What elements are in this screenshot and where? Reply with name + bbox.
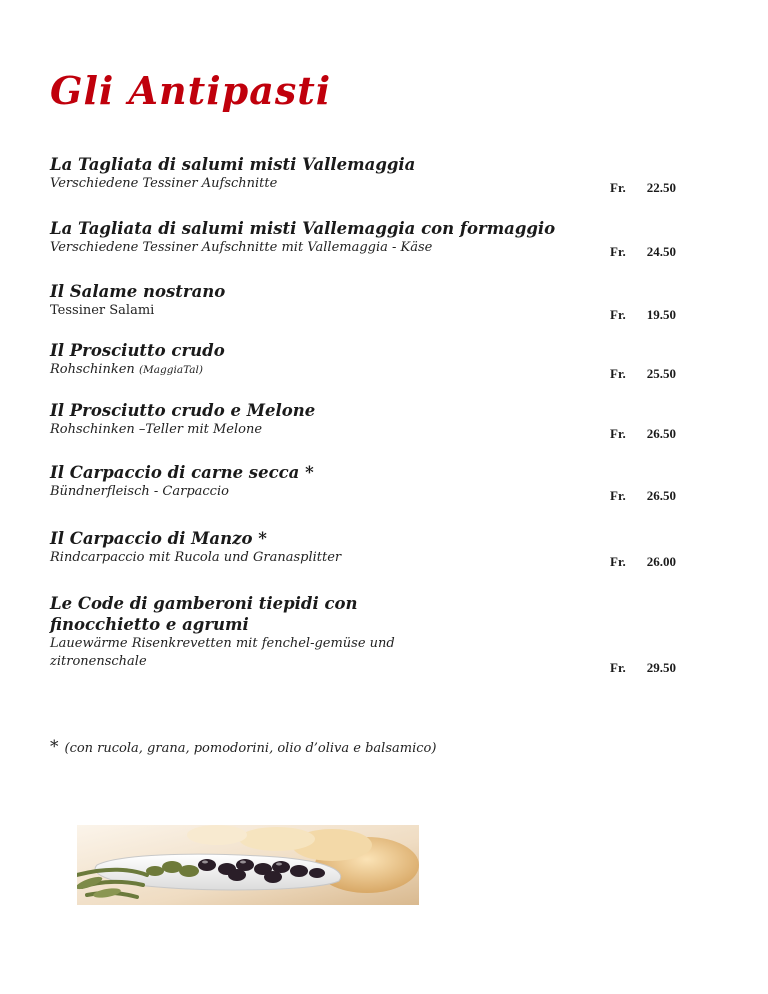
footnote-marker: *: [50, 737, 59, 757]
item-currency: Fr.: [610, 307, 626, 322]
item-price: 26.00: [646, 554, 676, 569]
item-currency: Fr.: [610, 426, 626, 441]
item-name: La Tagliata di salumi misti Vallemaggia: [50, 155, 416, 174]
item-price: 19.50: [646, 307, 676, 322]
item-description: Rindcarpaccio mit Rucola und Granasplitter: [50, 550, 342, 565]
item-name: Il Prosciutto crudo e Melone: [50, 401, 316, 420]
menu-item: [50, 400, 730, 439]
item-description: Verschiedene Tessiner Aufschnitte: [50, 176, 278, 191]
menu-title: Gli Antipasti: [50, 68, 332, 113]
menu-item: [50, 528, 730, 567]
item-currency: Fr.: [610, 244, 626, 259]
item-name: Il Carpaccio di Manzo *: [50, 529, 267, 548]
item-currency: Fr.: [610, 554, 626, 569]
item-description: Rohschinken –Teller mit Melone: [50, 422, 263, 437]
item-name: Il Carpaccio di carne secca *: [50, 463, 314, 482]
item-price: 22.50: [646, 180, 676, 195]
menu-item: [50, 462, 730, 501]
item-price: 26.50: [646, 426, 676, 441]
item-name: Il Prosciutto crudo: [50, 341, 225, 360]
item-currency: Fr.: [610, 488, 626, 503]
item-name: Le Code di gamberoni tiepidi con finocchietto e agrumi: [50, 594, 358, 634]
item-description: Bündnerfleisch - Carpaccio: [50, 484, 229, 499]
item-description-note: (MaggiaTal): [138, 364, 204, 376]
item-price: 29.50: [646, 660, 676, 675]
footnote: [50, 737, 436, 757]
item-description: Lauewärme Risenkrevetten mit fenchel-gemüse und zitronenschale: [50, 636, 395, 669]
item-description-main: Rohschinken: [50, 362, 135, 377]
menu-item: [50, 340, 730, 379]
menu-item: [50, 281, 730, 320]
item-price: 26.50: [646, 488, 676, 503]
item-name: Il Salame nostrano: [50, 282, 226, 301]
footnote-text: (con rucola, grana, pomodorini, olio d’oliva e balsamico): [64, 741, 437, 756]
olives-photo: [77, 825, 419, 905]
menu-item: [50, 154, 730, 193]
item-description: Tessiner Salami: [50, 303, 155, 318]
menu-item: [50, 593, 730, 675]
item-price: 25.50: [646, 366, 676, 381]
item-currency: Fr.: [610, 660, 626, 675]
menu-item: [50, 218, 730, 257]
item-description: [50, 361, 470, 379]
item-name: La Tagliata di salumi misti Vallemaggia con formaggio: [50, 219, 556, 238]
item-currency: Fr.: [610, 180, 626, 195]
item-currency: Fr.: [610, 366, 626, 381]
item-price: 24.50: [646, 244, 676, 259]
olives-image: [77, 825, 419, 905]
item-description: Verschiedene Tessiner Aufschnitte mit Vallemaggia - Käse: [50, 240, 433, 255]
